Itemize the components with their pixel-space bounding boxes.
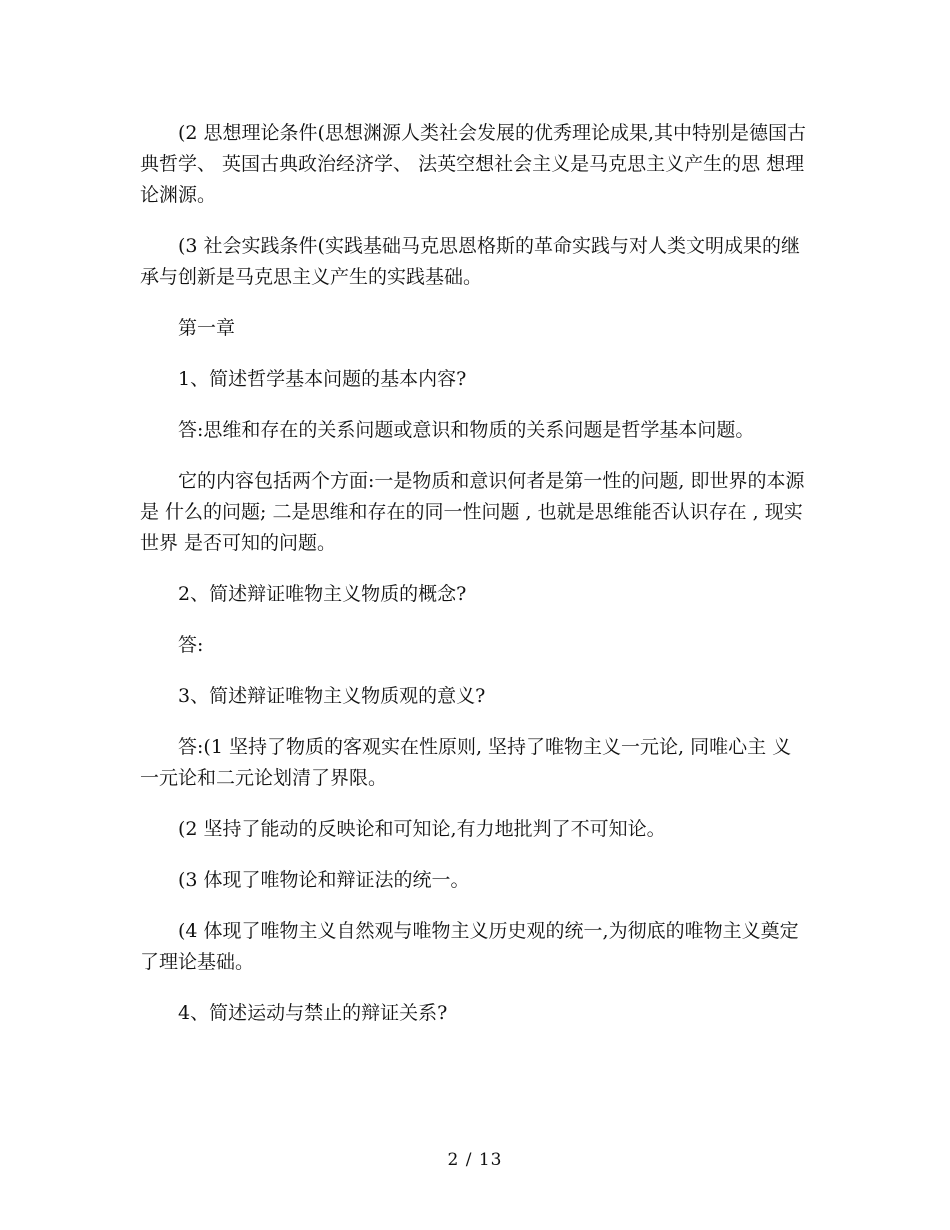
answer-3-point-3: (3 体现了唯物论和辩证法的统一。	[178, 869, 470, 891]
page-number: 2 / 13	[447, 1150, 503, 1170]
paragraph-ideological-conditions: (2 思想理论条件(思想渊源人类社会发展的优秀理论成果,其中特别是德国古典哲学、 英国古典政治经济学、 法英空想社会主义是马克思主义产生的思 想理论渊源。	[140, 122, 806, 206]
question-4: 4、简述运动与禁止的辩证关系?	[178, 1002, 448, 1024]
answer-1-detail: 它的内容包括两个方面:一是物质和意识何者是第一性的问题, 即世界的本源是 什么的问题; 二是思维和存在的同一性问题 , 也就是思维能否认识存在 , 现实世界 是否可知的问题。	[140, 470, 805, 554]
answer-2: 答:	[178, 634, 204, 656]
paragraph-practical-conditions: (3 社会实践条件(实践基础马克思恩格斯的革命实践与对人类文明成果的继承与创新是马克思主义产生的实践基础。	[140, 235, 800, 288]
document-body	[140, 118, 810, 1049]
answer-3-point-2: (2 坚持了能动的反映论和可知论,有力地批判了不可知论。	[178, 818, 666, 840]
question-2: 2、简述辩证唯物主义物质的概念?	[178, 583, 467, 605]
answer-1: 答:思维和存在的关系问题或意识和物质的关系问题是哲学基本问题。	[178, 419, 755, 441]
question-3: 3、简述辩证唯物主义物质观的意义?	[178, 685, 486, 707]
question-1: 1、简述哲学基本问题的基本内容?	[178, 368, 467, 390]
answer-3-point-1: 答:(1 坚持了物质的客观实在性原则, 坚持了唯物主义一元论, 同唯心主 义一元论和二元论划清了界限。	[140, 736, 792, 789]
chapter-heading: 第一章	[178, 317, 236, 339]
answer-3-point-4: (4 体现了唯物主义自然观与唯物主义历史观的统一,为彻底的唯物主义奠定了理论基础。	[140, 920, 799, 973]
